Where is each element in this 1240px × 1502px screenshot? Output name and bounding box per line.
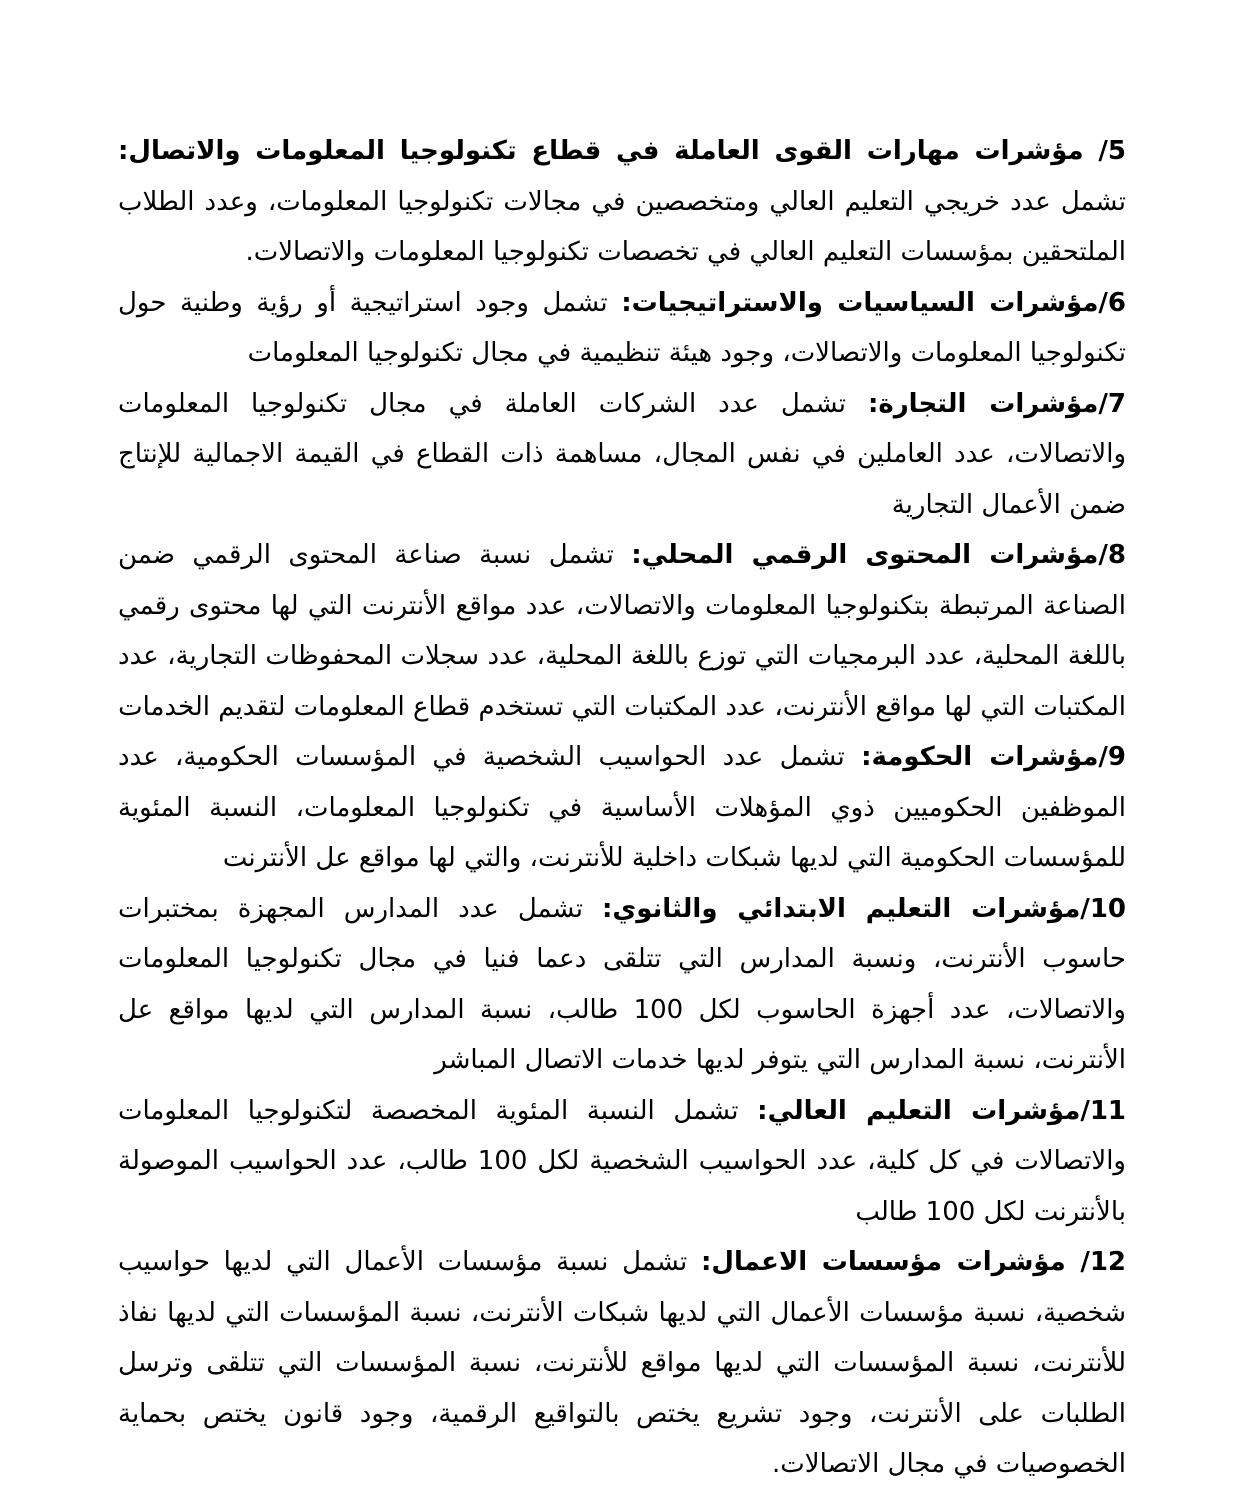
indicator-6-heading: 6/مؤشرات السياسيات والاستراتيجيات:: [621, 287, 1127, 318]
indicator-list: [118, 126, 1126, 1490]
indicator-8-heading: 8/مؤشرات المحتوى الرقمي المحلي:: [631, 540, 1126, 570]
indicator-9-heading: 9/مؤشرات الحكومة:: [861, 742, 1127, 772]
indicator-item-11: [118, 1086, 1126, 1238]
indicator-item-12: [118, 1237, 1126, 1490]
indicator-6-body: تشمل وجود استراتيجية أو رؤية وطنية حول تكنولوجيا المعلومات والاتصالات، وجود هيئة تنظيمية في مجال تكنولوجيا المعلومات: [118, 287, 1126, 368]
indicator-7-body: تشمل عدد الشركات العاملة في مجال تكنولوجيا المعلومات والاتصالات، عدد العاملين في نفس المجال، مساهمة ذات القطاع في القيمة الاجمالية للإنتاج ضمن الأعمال التجارية: [118, 388, 1126, 520]
indicator-8-body: تشمل نسبة صناعة المحتوى الرقمي ضمن الصناعة المرتبطة بتكنولوجيا المعلومات والاتصالات، عدد مواقع الأنترنت التي لها محتوى رقمي باللغة المحلية، عدد البرمجيات التي توزع باللغة المحلية، عدد سجلات المحفوظات التجارية، عدد المكتبات التي لها مواقع الأنترنت، عدد المكتبات التي تستخدم قطاع المعلومات لتقديم الخدمات: [118, 540, 1126, 722]
indicator-item-6: [118, 278, 1126, 379]
indicator-9-body: تشمل عدد الحواسيب الشخصية في المؤسسات الحكومية، عدد الموظفين الحكوميين ذوي المؤهلات الأساسية في تكنولوجيا المعلومات، النسبة المئوية للمؤسسات الحكومية التي لديها شبكات داخلية للأنترنت، والتي لها مواقع عل الأنترنت: [118, 742, 1126, 873]
indicator-12-heading: 12/ مؤشرات مؤسسات الاعمال:: [701, 1247, 1126, 1277]
indicator-11-heading: 11/مؤشرات التعليم العالي:: [757, 1095, 1127, 1126]
indicator-10-body: تشمل عدد المدارس المجهزة بمختبرات حاسوب الأنترنت، ونسبة المدارس التي تتلقى دعما فنيا في مجال تكنولوجيا المعلومات والاتصالات، عدد أجهزة الحاسوب لكل 100 طالب، نسبة المدارس التي لديها مواقع عل الأنترنت، نسبة المدارس التي يتوفر لديها خدمات الاتصال المباشر: [118, 893, 1126, 1075]
indicator-5-heading: 5/ مؤشرات مهارات القوى العاملة في قطاع تكنولوجيا المعلومات والاتصال:: [118, 136, 1126, 166]
indicator-11-body: تشمل النسبة المئوية المخصصة لتكنولوجيا المعلومات والاتصالات في كل كلية، عدد الحواسيب الشخصية لكل 100 طالب، عدد الحواسيب الموصولة بالأنترنت لكل 100 طالب: [118, 1095, 1126, 1227]
indicator-12-body: تشمل نسبة مؤسسات الأعمال التي لديها حواسيب شخصية، نسبة مؤسسات الأعمال التي لديها شبكات الأنترنت، نسبة المؤسسات التي لديها نفاذ للأنترنت، نسبة المؤسسات التي لديها مواقع للأنترنت، نسبة المؤسسات التي تتلقى وترسل الطلبات على الأنترنت، وجود تشريع يختص بالتواقيع الرقمية، وجود قانون يختص بحماية الخصوصيات في مجال الاتصالات.: [118, 1247, 1126, 1479]
indicator-item-8: [118, 530, 1126, 732]
indicator-10-heading: 10/مؤشرات التعليم الابتدائي والثانوي:: [602, 893, 1126, 924]
indicator-7-heading: 7/مؤشرات التجارة:: [867, 388, 1126, 419]
indicator-item-10: [118, 884, 1126, 1086]
indicator-5-body: تشمل عدد خريجي التعليم العالي ومتخصصين في مجالات تكنولوجيا المعلومات، وعدد الطلاب الملتحقين بمؤسسات التعليم العالي في تخصصات تكنولوجيا المعلومات والاتصالات.: [118, 186, 1126, 267]
indicator-item-7: [118, 379, 1126, 531]
indicator-item-5: [118, 126, 1126, 278]
indicator-item-9: [118, 732, 1126, 884]
